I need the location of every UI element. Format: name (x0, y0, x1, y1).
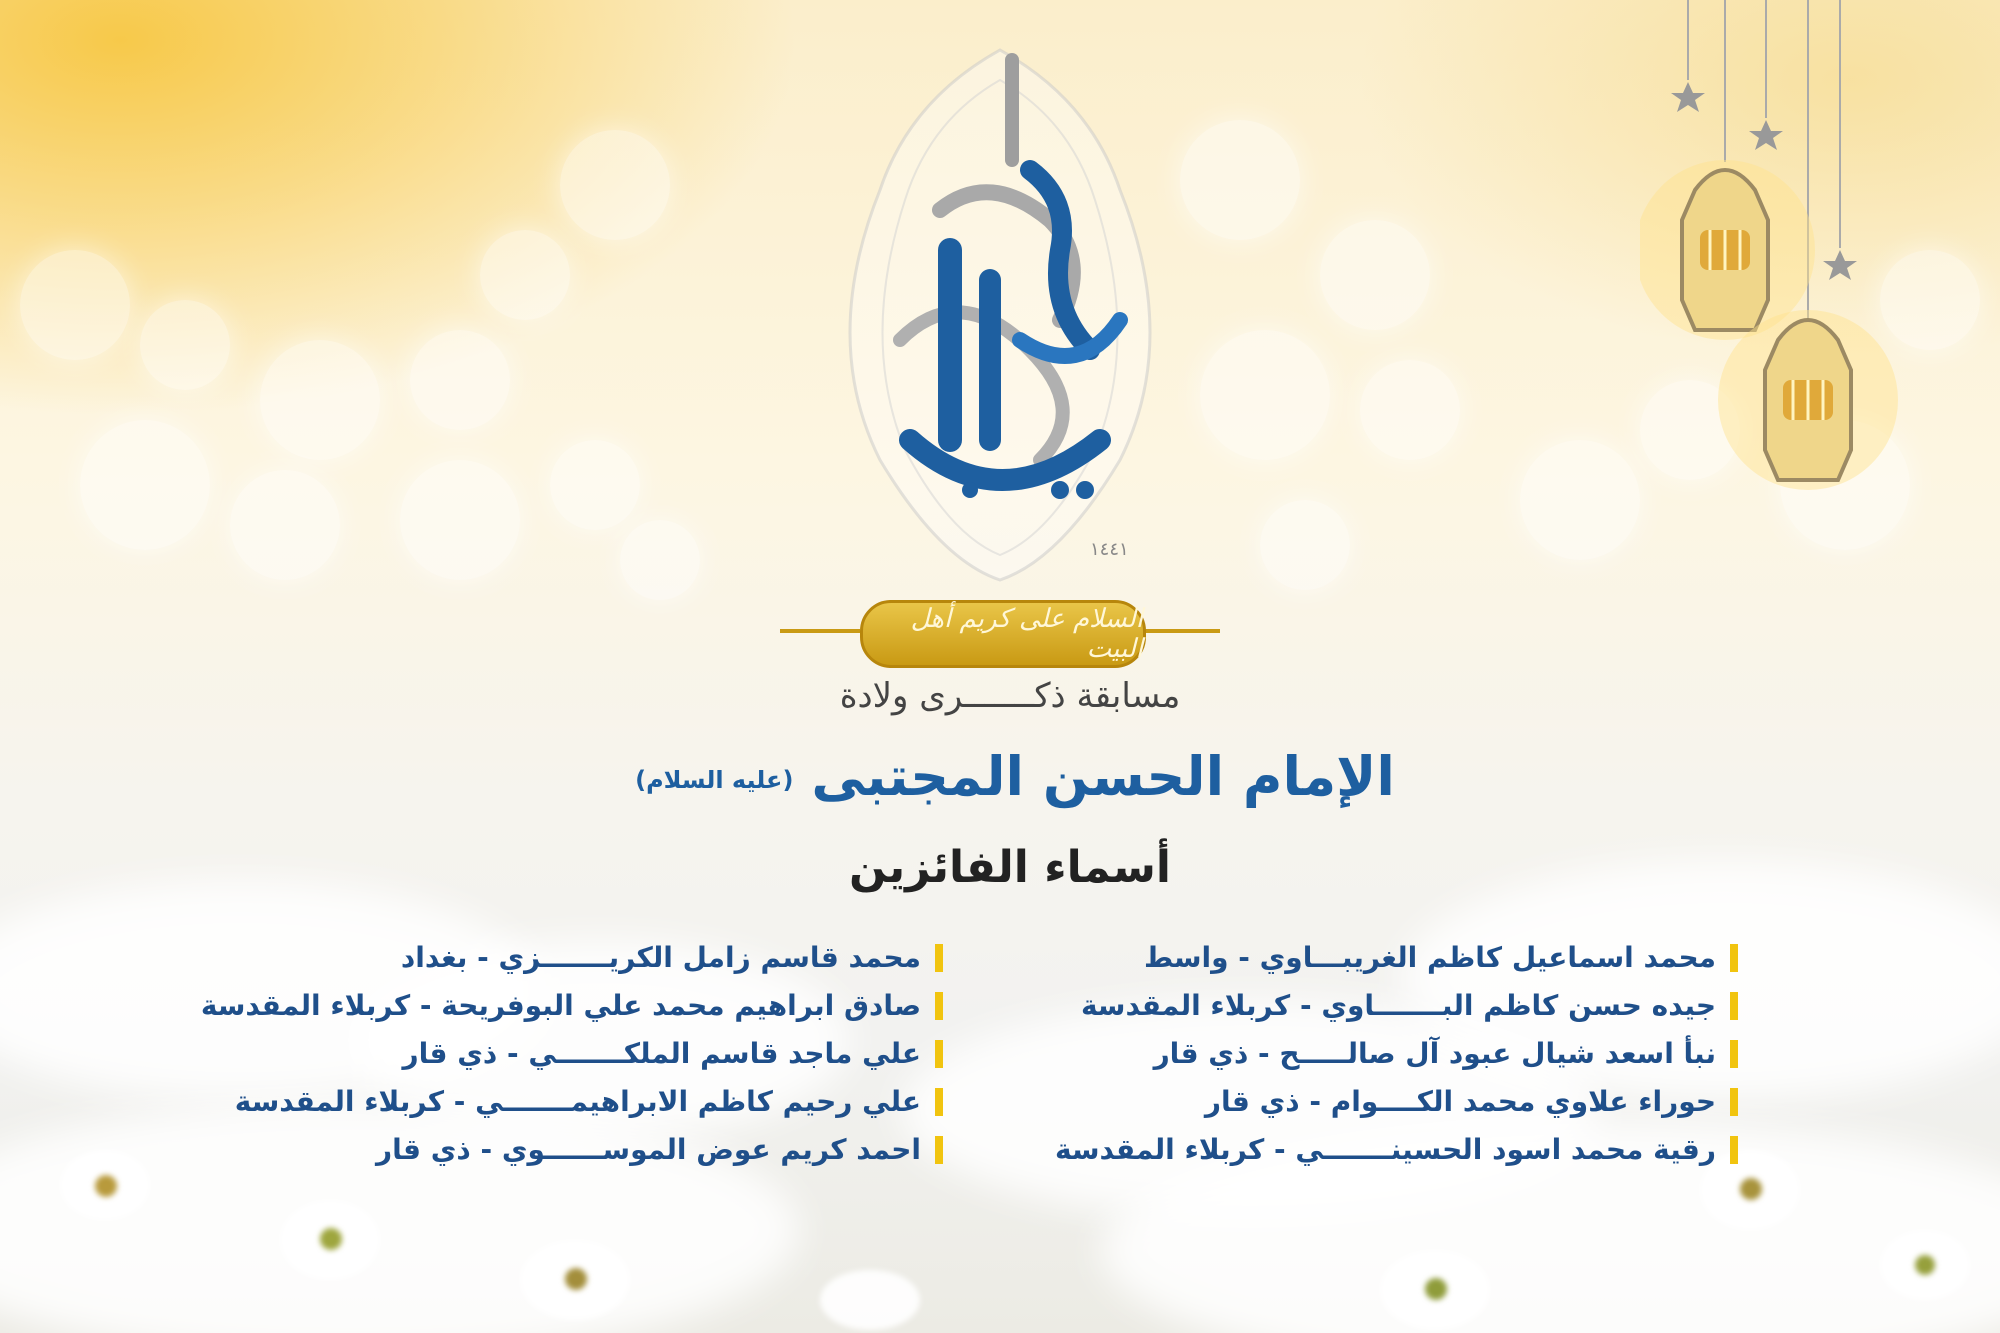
flower (1740, 1178, 1762, 1200)
bullet-bar (1730, 1040, 1738, 1068)
bokeh-light (80, 420, 210, 550)
competition-subtitle: مسابقة ذكـــــــرى ولادة (839, 676, 1181, 716)
bokeh-light (400, 460, 520, 580)
winner-item (1055, 983, 1738, 1028)
bullet-bar (935, 1040, 943, 1068)
winner-name: رقية محمد اسود الحسينـــــــي - كربلاء المقدسة (1055, 1133, 1716, 1166)
bullet-bar (1730, 992, 1738, 1020)
flower (95, 1175, 117, 1197)
winners-heading: أسماء الفائزين (849, 842, 1171, 893)
winner-name: احمد كريم عوض الموســــــوي - ذي قار (376, 1133, 921, 1166)
winner-item (201, 1079, 943, 1124)
greeting-banner (780, 598, 1220, 666)
bokeh-light (560, 130, 670, 240)
bokeh-light (480, 230, 570, 320)
winner-item (1055, 935, 1738, 980)
winner-name: نبأ اسعد شيال عبود آل صالـــــح - ذي قار (1153, 1037, 1716, 1070)
lanterns-decoration (1640, 0, 1960, 500)
bokeh-light (620, 520, 700, 600)
banner-ribbon (860, 600, 1146, 668)
winner-name: محمد قاسم زامل الكريـــــــزي - بغداد (400, 941, 921, 974)
bullet-bar (935, 992, 943, 1020)
winner-item (1055, 1127, 1738, 1172)
winner-item (201, 983, 943, 1028)
bullet-bar (935, 1136, 943, 1164)
winner-item (201, 935, 943, 980)
flower (1425, 1278, 1447, 1300)
bullet-bar (1730, 1088, 1738, 1116)
flower (820, 1270, 920, 1330)
bullet-bar (935, 1088, 943, 1116)
winner-name: صادق ابراهيم محمد علي البوفريحة - كربلاء المقدسة (200, 989, 921, 1022)
calligraphy-logo (760, 20, 1240, 590)
bokeh-light (1360, 360, 1460, 460)
winner-item (201, 1031, 943, 1076)
bokeh-light (140, 300, 230, 390)
banner-text: السلام على كريم أهل البيت (910, 604, 1143, 664)
title-row (0, 745, 2000, 808)
flower (565, 1268, 587, 1290)
bokeh-light (260, 340, 380, 460)
bokeh-light (550, 440, 640, 530)
winner-name: علي ماجد قاسم الملكـــــــي - ذي قار (402, 1037, 921, 1070)
winner-item (1055, 1079, 1738, 1124)
winners-list-right (1055, 935, 1738, 1175)
winner-name: جيده حسن كاظم البـــــــاوي - كربلاء المقدسة (1080, 989, 1716, 1022)
winner-item (201, 1127, 943, 1172)
winner-item (1055, 1031, 1738, 1076)
title-honorific: (عليه السلام) (635, 766, 794, 794)
bullet-bar (1730, 1136, 1738, 1164)
winners-list-left (201, 935, 943, 1175)
flower (320, 1228, 342, 1250)
flower (1915, 1255, 1935, 1275)
bokeh-light (1320, 220, 1430, 330)
bokeh-light (410, 330, 510, 430)
winner-name: حوراء علاوي محمد الكــــوام - ذي قار (1204, 1085, 1716, 1118)
bokeh-light (230, 470, 340, 580)
bokeh-light (1260, 500, 1350, 590)
bullet-bar (935, 944, 943, 972)
star-icon (1823, 250, 1857, 280)
page-title: الإمام الحسن المجتبى (811, 745, 1395, 808)
winner-name: محمد اسماعيل كاظم الغريبـــاوي - واسط (1143, 941, 1716, 974)
lantern-icon (1718, 310, 1898, 490)
bokeh-light (1520, 440, 1640, 560)
banner-ornament-right (1140, 629, 1220, 633)
logo-signature: ١٤٤١ (1090, 539, 1129, 560)
banner-ornament-left (780, 629, 860, 633)
bullet-bar (1730, 944, 1738, 972)
bokeh-light (20, 250, 130, 360)
winner-name: علي رحيم كاظم الابراهيمـــــــي - كربلاء المقدسة (234, 1085, 921, 1118)
star-icon (1749, 120, 1783, 150)
star-icon (1671, 82, 1705, 112)
